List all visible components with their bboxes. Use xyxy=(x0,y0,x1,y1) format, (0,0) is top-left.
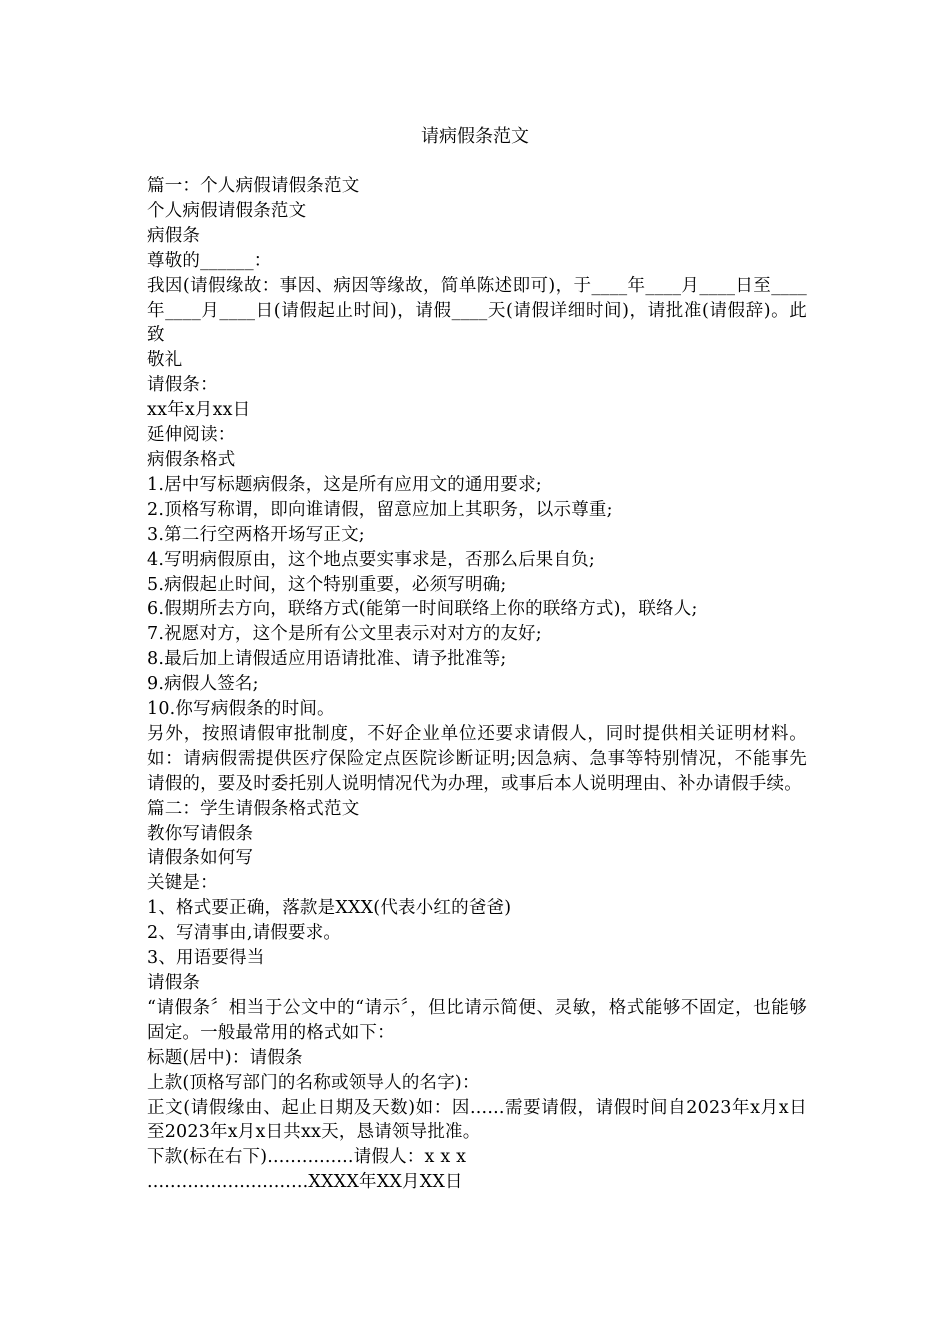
list-item: 6.假期所去方向，联络方式(能第一时间联络上你的联络方式)，联络人; xyxy=(147,599,698,620)
list-item: 1.居中写标题病假条，这是所有应用文的通用要求; xyxy=(147,474,542,495)
signature-line: 下款(标在右下)...............请假人：x x x xyxy=(147,1147,467,1168)
list-item: 4.写明病假原由，这个地点要实事求是，否那么后果自负; xyxy=(147,549,595,570)
body-example-paragraph: 正文(请假缘由、起止日期及天数)如：因......需要请假，请假时间自2023年x月x日至2023年x月x日共xx天，恳请领导批准。 xyxy=(147,1097,807,1143)
text-line: 关键是： xyxy=(147,873,218,894)
text-line: 个人病假请假条范文 xyxy=(147,200,307,221)
date-line: xx年x月xx日 xyxy=(147,400,251,421)
list-item: 8.最后加上请假适应用语请批准、请予批准等; xyxy=(147,649,507,670)
text-line: 病假条 xyxy=(147,225,201,246)
additional-notes-paragraph: 另外，按照请假审批制度，不好企业单位还要求请假人，同时提供相关证明材料。如：请病假需提供医疗保险定点医院诊断证明;因急病、急事等特别情况，不能事先请假的，要及时委托别人说明情况代为办理，或事后本人说明理由、补办请假手续。 xyxy=(147,723,807,794)
list-item: 2.顶格写称谓，即向谁请假，留意应加上其职务，以示尊重; xyxy=(147,499,613,520)
text-line: 请假条 xyxy=(147,973,201,993)
document-body xyxy=(147,174,807,1195)
list-item: 5.病假起止时间，这个特别重要，必须写明确; xyxy=(147,574,507,595)
list-item: 1、格式要正确，落款是XXX(代表小红的爸爸) xyxy=(147,898,512,919)
salutation-line: 尊敬的______： xyxy=(147,250,272,271)
text-line: 延伸阅读： xyxy=(147,425,236,446)
section-heading-1: 篇一：个人病假请假条范文 xyxy=(147,176,360,196)
list-item: 3、用语要得当 xyxy=(147,948,265,969)
list-item: 9.病假人签名; xyxy=(147,674,259,695)
text-line: 请假条如何写 xyxy=(147,848,254,869)
text-line: 上款(顶格写部门的名称或领导人的名字)： xyxy=(147,1072,480,1093)
section-heading-2: 篇二：学生请假条格式范文 xyxy=(147,798,360,819)
list-item: 10.你写病假条的时间。 xyxy=(147,699,335,720)
list-item: 2、写清事由,请假要求。 xyxy=(147,923,342,944)
date-line: ............................XXXX年XX月XX日 xyxy=(147,1172,463,1193)
document-title: 请病假条范文 xyxy=(421,126,529,147)
list-item: 7.祝愿对方，这个是所有公文里表示对对方的友好; xyxy=(147,624,542,645)
leave-request-paragraph: 我因(请假缘故：事因、病因等缘故，简单陈述即可)，于____年____月____日至____年____月____日(请假起止时间)，请假____天(请假详细时间)，请批准(请假辞)。此致 xyxy=(147,275,807,346)
text-line: 病假条格式 xyxy=(147,449,236,470)
text-line: 标题(居中)：请假条 xyxy=(147,1047,303,1068)
list-item: 3.第二行空两格开场写正文; xyxy=(147,524,365,545)
text-line: 教你写请假条 xyxy=(147,823,254,844)
text-line: 请假条： xyxy=(147,375,218,396)
format-description-paragraph: “请假条〞相当于公文中的“请示〞，但比请示简便、灵敏，格式能够不固定，也能够固定。一般最常用的格式如下： xyxy=(147,997,807,1043)
text-line: 敬礼 xyxy=(147,350,183,371)
